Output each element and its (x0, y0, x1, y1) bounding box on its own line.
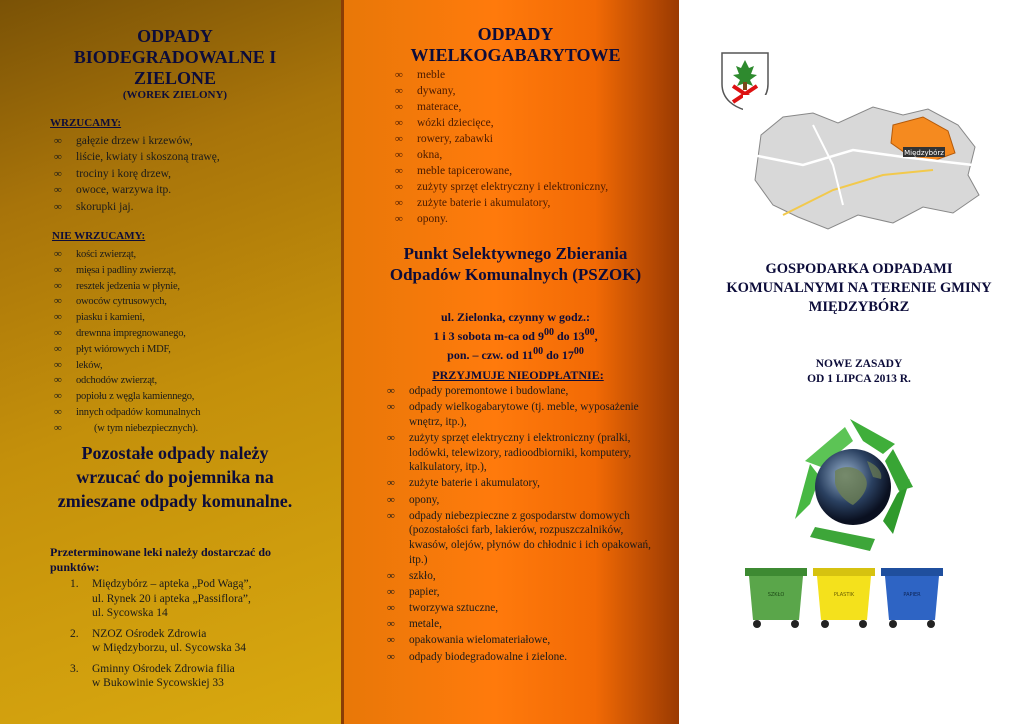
list-item: ∞ odpady niebezpieczne z gospodarstw domowych (pozostałości farb, lakierów, rozpuszczalników, kwasów, olejów, płynów do chłodnic i ich opakowań, itp.) (385, 509, 655, 567)
item-number: 2. (70, 627, 79, 640)
nie-wrzucamy-list (52, 247, 200, 437)
pszok-hours-saturday: 1 i 3 sobota m-ca od $9^{00}$ do $13^{00}$, (433, 327, 598, 343)
list-item: ∞ leków, (52, 358, 200, 374)
accepts-free-heading: PRZYJMUJE NIEODPŁATNIE: (432, 368, 604, 382)
list-item: ∞ kości zwierząt, (52, 247, 200, 263)
panel1-title: ODPADY BIODEGRADOWALNE I ZIELONE (73, 26, 277, 88)
list-item: ∞ skorupki jaj. (52, 199, 220, 215)
list-item (70, 662, 251, 691)
list-item: ∞ szkło, (385, 569, 655, 584)
list-item: ∞ gałęzie drzew i krzewów, (52, 133, 220, 149)
pszok-hours-weekday: pon. – czw. od $11^{00}$ do $17^{00}$ (447, 346, 584, 362)
bin-label: PLASTIK (833, 592, 855, 598)
yellow-bin (813, 568, 875, 628)
list-item: ∞ odchodów zwierząt, (52, 373, 200, 389)
list-item-continuation: ∞ (w tym niebezpiecznych). (52, 421, 200, 437)
item-number: 1. (70, 578, 79, 590)
new-rules-block (719, 357, 999, 387)
panel-cover (679, 0, 1024, 724)
list-item: ∞ papier, (385, 585, 655, 600)
list-item: ∞ opony, (385, 493, 655, 508)
list-item: ∞ popiołu z węgla kamiennego, (52, 389, 200, 405)
map-label: Międzybórz (904, 149, 944, 157)
list-item: ∞ liście, kwiaty i skoszoną trawę, (52, 149, 220, 165)
list-item: ∞ metale, (385, 617, 655, 632)
list-item: ∞ materace, (393, 99, 608, 115)
list-item: ∞ trociny i korę drzew, (52, 166, 220, 182)
panel1-subtitle: (WOREK ZIELONY) (122, 89, 228, 101)
wrzucamy-heading: WRZUCAMY: (50, 117, 122, 129)
effective-date: OD 1 LIPCA 2013 R. (807, 373, 911, 385)
point-line: w Międzyborzu, ul. Sycowska 34 (92, 642, 246, 654)
accepted-free-list (385, 384, 655, 666)
list-item: ∞ meble (393, 67, 608, 83)
medicines-heading: Przeterminowane leki należy dostarczać do punktów: (50, 545, 272, 574)
brochure-title: GOSPODARKA ODPADAMI KOMUNALNYMI NA TERENIE GMINY MIĘDZYBÓRZ (726, 261, 992, 315)
list-item: ∞ owoców cytrusowych, (52, 294, 200, 310)
bulky-waste-list (393, 67, 608, 227)
waste-bins-image (741, 562, 951, 632)
list-item: ∞ resztek jedzenia w płynie, (52, 279, 200, 295)
list-item: ∞ opakowania wielomateriałowe, (385, 633, 655, 648)
list-item: ∞ okna, (393, 147, 608, 163)
list-item: ∞ odpady wielkogabarytowe (tj. meble, wyposażenie wnętrz, itp.), (385, 400, 655, 429)
panel-biodegradable (0, 0, 343, 724)
panel-divider (341, 0, 344, 724)
point-line: Gminny Ośrodek Zdrowia filia (92, 662, 235, 675)
panel2-title: ODPADY WIELKOGABARYTOWE (410, 24, 621, 65)
new-rules-label: NOWE ZASADY (815, 358, 903, 370)
list-item: ∞ wózki dziecięce, (393, 115, 608, 131)
list-item: ∞ odpady poremontowe i budowlane, (385, 384, 655, 399)
municipality-map (743, 95, 985, 235)
pszok-address: ul. Zielonka, czynny w godz.: (440, 310, 590, 324)
list-item: ∞ zużyte baterie i akumulatory, (393, 195, 608, 211)
list-item: ∞ opony. (393, 211, 608, 227)
list-item: ∞ owoce, warzywa itp. (52, 182, 220, 198)
list-item: ∞ odpady biodegradowalne i zielone. (385, 650, 655, 665)
list-item: ∞ zużyte baterie i akumulatory, (385, 476, 655, 491)
list-item: ∞ rowery, zabawki (393, 131, 608, 147)
recycling-globe-icon (775, 409, 925, 559)
bin-label: PAPIER (903, 592, 921, 598)
list-item (70, 627, 251, 656)
panel-bulky-waste (343, 0, 679, 724)
blue-bin (881, 568, 943, 628)
list-item: ∞ mięsa i padliny zwierząt, (52, 263, 200, 279)
list-item: ∞ piasku i kamieni, (52, 310, 200, 326)
list-item: ∞ zużyty sprzęt elektryczny i elektroniczny (pralki, lodówki, telewizory, radioodbiorniki, komputery, kalkulatory, itp.), (385, 431, 655, 475)
list-item: ∞ zużyty sprzęt elektryczny i elektroniczny, (393, 179, 608, 195)
bin-label: SZKŁO (767, 592, 785, 598)
medicine-points-list (70, 577, 251, 697)
mixed-waste-note: Pozostałe odpady należy wrzucać do pojemnika na zmieszane odpady komunalne. (57, 443, 293, 511)
list-item: ∞ tworzywa sztuczne, (385, 601, 655, 616)
list-item (70, 577, 251, 621)
point-line: NZOZ Ośrodek Zdrowia (92, 627, 207, 640)
point-line: Międzybórz – apteka „Pod Wagą”, (92, 578, 252, 590)
list-item: ∞ dywany, (393, 83, 608, 99)
point-line: w Bukowinie Sycowskiej 33 (92, 677, 224, 689)
item-number: 3. (70, 662, 79, 675)
point-line: ul. Rynek 20 i apteka „Passiflora”, (92, 592, 251, 605)
point-line: ul. Sycowska 14 (92, 607, 168, 619)
list-item: ∞ meble tapicerowane, (393, 163, 608, 179)
pszok-hours (383, 310, 648, 363)
wrzucamy-list (52, 133, 220, 215)
pszok-title: Punkt Selektywnego Zbierania Odpadów Komunalnych (PSZOK) (389, 244, 642, 284)
list-item: ∞ innych odpadów komunalnych (52, 405, 200, 421)
list-item: ∞ drewnna impregnowanego, (52, 326, 200, 342)
green-bin (745, 568, 807, 628)
list-item: ∞ płyt wiórowych i MDF, (52, 342, 200, 358)
nie-wrzucamy-heading: NIE WRZUCAMY: (52, 230, 146, 242)
